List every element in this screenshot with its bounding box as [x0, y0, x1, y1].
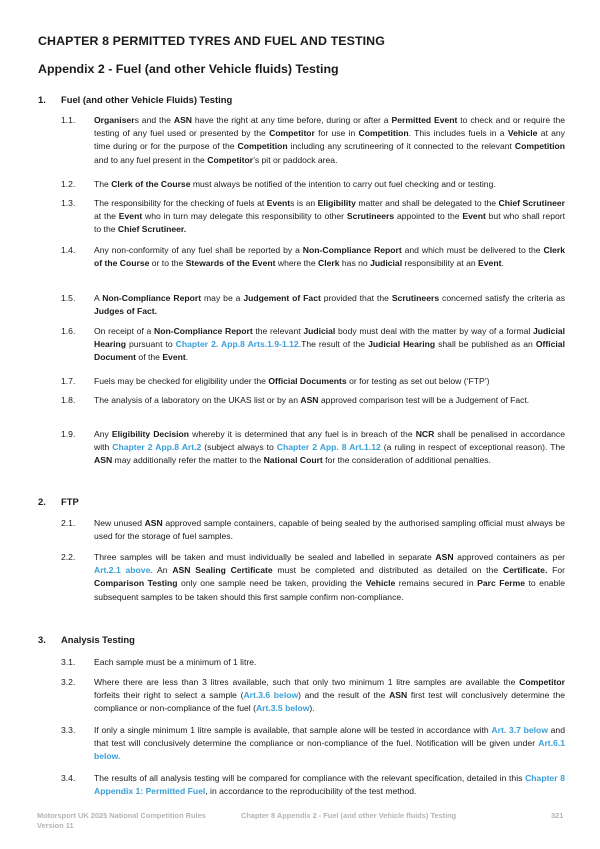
- paragraph-1-7: [61, 375, 565, 388]
- paragraph-text: The responsibility for the checking of fuels at Events is an Eligibility matter and shall be delegated to the Chief Scrutineer at the Event who in turn may delegate this responsibility to other Scrutineers appointed to the Event but who shall report to the Chief Scrutineer.: [94, 198, 566, 235]
- paragraph-text: Any Eligibility Decision whereby it is determined that any fuel is in breach of the NCR shall be penalised in accordance with Chapter 2 App.8 Art.2 (subject always to Chapter 2 App. 8 Art.1.12 (a ruling in respect of exceptional reason). The ASN may additionally refer the matter to the National Court for the consideration of additional penalties.: [94, 429, 566, 466]
- paragraph-2-2: [61, 551, 565, 604]
- paragraph-1-6: [61, 325, 565, 365]
- paragraph-number: 1.3.: [61, 198, 76, 208]
- paragraph-text: Three samples will be taken and must individually be sealed and labelled in separate ASN approved containers as per Art.2.1 above. An ASN Sealing Certificate must be completed and distributed as detailed on the Certificate. For Comparison Testing only one sample need be taken, providing the Vehicle remains secured in Parc Ferme to enable subsequent samples to be taken should this first sample confirm non-compliance.: [94, 552, 566, 602]
- paragraph-text: Each sample must be a minimum of 1 litre.: [94, 657, 257, 667]
- footer-chapter: Chapter 8 Appendix 2 - Fuel (and other Vehicle fluids) Testing: [241, 811, 457, 820]
- paragraph-1-1: [61, 114, 565, 167]
- paragraph-text: If only a single minimum 1 litre sample is available, that sample alone will be tested in accordance with Art. 3.7 below and that test will conclusively determine the compliance or non-compliance of the fuel. Notification will be given under Art.6.1 below.: [94, 725, 565, 762]
- chapter-title: CHAPTER 8 PERMITTED TYRES AND FUEL AND TESTING: [38, 34, 385, 48]
- paragraph-number: 3.4.: [61, 773, 76, 783]
- paragraph-text: On receipt of a Non-Compliance Report the relevant Judicial body must deal with the matter by way of a formal Judicial Hearing pursuant to Chapter 2. App.8 Arts.1.9-1.12.The result of the Judicial Hearing shall be published as an Official Document of the Event.: [94, 326, 565, 363]
- paragraph-number: 2.2.: [61, 552, 76, 562]
- paragraph-text: The analysis of a laboratory on the UKAS list or by an ASN approved comparison test will be a Judgement of Fact.: [94, 395, 530, 405]
- section-number: 2.: [38, 496, 46, 507]
- paragraph-number: 1.6.: [61, 326, 76, 336]
- paragraph-3-4: [61, 772, 565, 798]
- footer-rules-title: Motorsport UK 2025 National Competition Rules: [37, 811, 206, 820]
- paragraph-1-3: [61, 197, 565, 237]
- paragraph-2-1: [61, 517, 565, 543]
- paragraph-text: The results of all analysis testing will be compared for compliance with the relevant specification, detailed in this Chapter 8 Appendix 1: Permitted Fuel, in accordance to the reproducibility of the test method.: [94, 773, 565, 797]
- paragraph-number: 1.1.: [61, 115, 76, 125]
- paragraph-number: 3.3.: [61, 725, 76, 735]
- paragraph-number: 1.5.: [61, 293, 76, 303]
- paragraph-text: Where there are less than 3 litres available, such that only two minimum 1 litre samples are available the Competitor forfeits their right to select a sample (Art.3.6 below) and the result of the ASN first test will conclusively determine the compliance or non-compliance of the fuel (Art.3.5 below).: [94, 677, 565, 714]
- paragraph-1-5: [61, 292, 565, 318]
- section-heading-1: [38, 94, 232, 105]
- section-number: 3.: [38, 634, 46, 645]
- paragraph-text: Organisers and the ASN have the right at any time before, during or after a Permitted Event to check and or require the testing of any fuel used or presented by the Competitor for use in Competition. This includes fuels in a Vehicle at any time during or for the purpose of the Competition including any scrutineering of it connected to the relevant Competition and to any fuel present in the Competitor’s pit or paddock area.: [94, 115, 566, 165]
- section-number: 1.: [38, 94, 46, 105]
- paragraph-3-1: [61, 656, 565, 669]
- paragraph-number: 1.4.: [61, 245, 76, 255]
- paragraph-number: 1.7.: [61, 376, 76, 386]
- paragraph-number: 2.1.: [61, 518, 76, 528]
- paragraph-number: 1.8.: [61, 395, 76, 405]
- paragraph-text: Fuels may be checked for eligibility under the Official Documents or for testing as set out below (‘FTP’): [94, 376, 490, 386]
- section-heading-2: [38, 496, 79, 507]
- footer-left: [37, 811, 206, 831]
- paragraph-text: New unused ASN approved sample containers, capable of being sealed by the authorised sampling official must always be used for the storage of fuel samples.: [94, 518, 565, 542]
- section-heading-3: [38, 634, 135, 645]
- section-title: Analysis Testing: [61, 634, 135, 645]
- appendix-title: Appendix 2 - Fuel (and other Vehicle fluids) Testing: [38, 62, 339, 76]
- section-title: FTP: [61, 496, 79, 507]
- paragraph-number: 3.2.: [61, 677, 76, 687]
- paragraph-text: A Non-Compliance Report may be a Judgement of Fact provided that the Scrutineers concerned satisfy the criteria as Judges of Fact.: [94, 293, 566, 317]
- paragraph-1-9: [61, 428, 565, 468]
- paragraph-text: The Clerk of the Course must always be notified of the intention to carry out fuel checking and or testing.: [94, 179, 496, 189]
- paragraph-number: 1.9.: [61, 429, 76, 439]
- paragraph-1-8: [61, 394, 565, 407]
- footer-version: Version 11: [37, 821, 74, 830]
- paragraph-number: 1.2.: [61, 179, 76, 189]
- paragraph-1-2: [61, 178, 565, 191]
- page-number: 321: [551, 811, 564, 820]
- paragraph-number: 3.1.: [61, 657, 76, 667]
- paragraph-3-3: [61, 724, 565, 764]
- paragraph-text: Any non-conformity of any fuel shall be reported by a Non-Compliance Report and which must be delivered to the Clerk of the Course or to the Stewards of the Event where the Clerk has no Judicial responsibility at an Event.: [94, 245, 565, 269]
- paragraph-1-4: [61, 244, 565, 270]
- section-title: Fuel (and other Vehicle Fluids) Testing: [61, 94, 233, 105]
- paragraph-3-2: [61, 676, 565, 716]
